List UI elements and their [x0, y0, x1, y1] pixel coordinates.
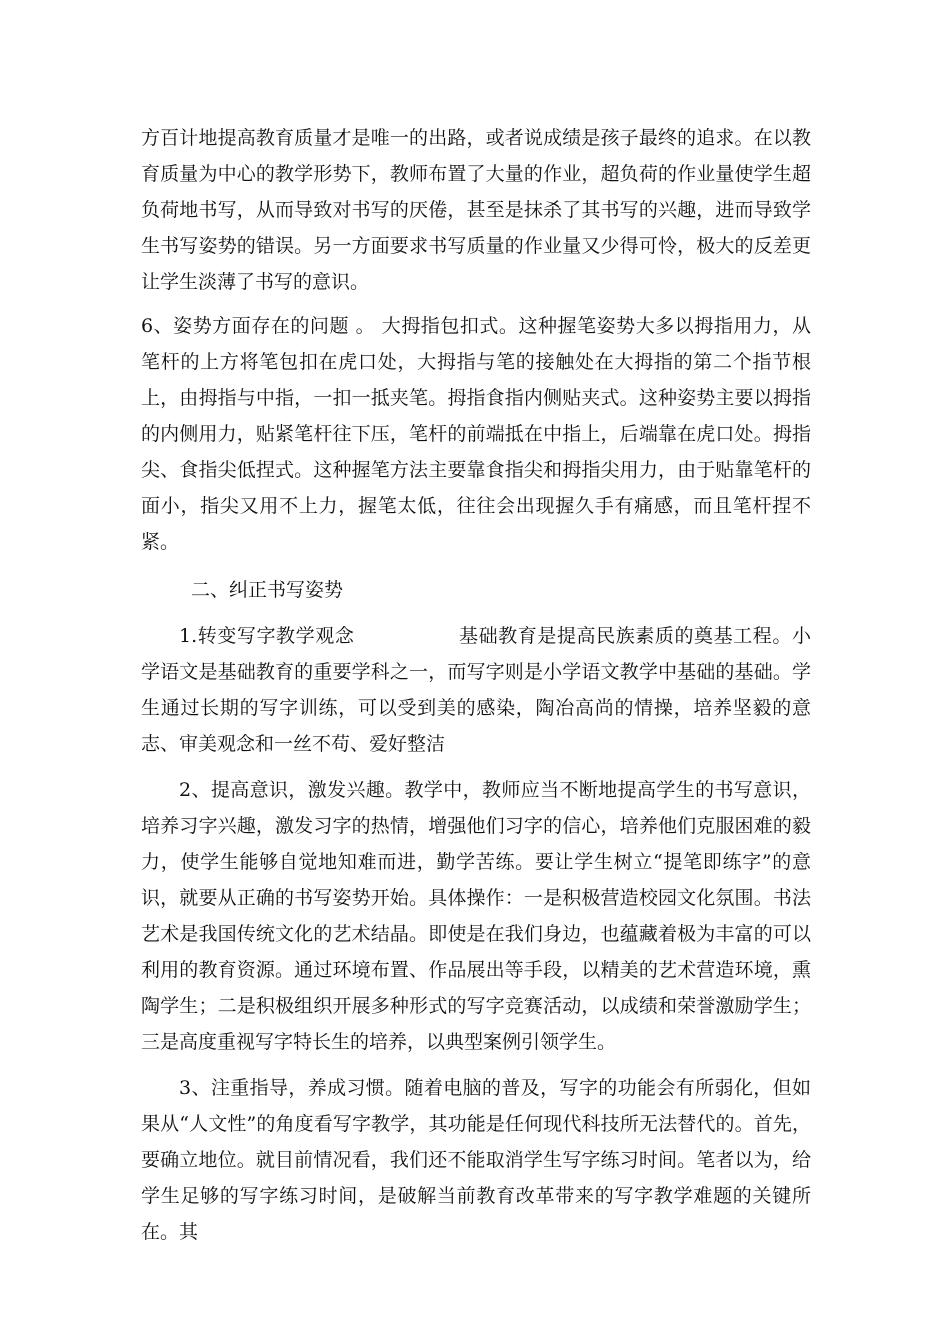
- paragraph-4: 2、提高意识，激发兴趣。教学中，教师应当不断地提高学生的书写意识，培养习字兴趣，激发习字的热情，增强他们习字的信心，培养他们克服困难的毅力，使学生能够自觉地知难而进，勤学苦练。要让学生树立“提笔即练字”的意识，就要从正确的书写姿势开始。具体操作：一是积极营造校园文化氛围。书法艺术是我国传统文化的艺术结晶。即使是在我们身边，也蕴藏着极为丰富的可以利用的教育资源。通过环境布置、作品展出等手段，以精美的艺术营造环境，熏陶学生；二是积极组织开展多种形式的写字竞赛活动，以成绩和荣誉激励学生；三是高度重视写字特长生的培养，以典型案例引领学生。: [141, 779, 811, 1053]
- paragraph-5: 3、注重指导，养成习惯。随着电脑的普及，写字的功能会有所弱化，但如果从“人文性”的角度看写字教学，其功能是任何现代科技所无法替代的。首先，要确立地位。就目前情况看，我们还不能取消学生写字练习时间。笔者以为，给学生足够的写字练习时间，是破解当前教育改革带来的写字教学难题的关键所在。其: [141, 1077, 811, 1243]
- paragraph-2: 6、姿势方面存在的问题 。 大拇指包扣式。这种握笔姿势大多以拇指用力，从笔杆的上方将笔包扣在虎口处，大拇指与笔的接触处在大拇指的第二个指节根上，由拇指与中指，一扣一抵夹笔。拇指食指内侧贴夹式。这种姿势主要以拇指的内侧用力，贴紧笔杆往下压，笔杆的前端抵在中指上，后端靠在虎口处。拇指尖、食指尖低捏式。这种握笔方法主要靠食指尖和拇指尖用力，由于贴靠笔杆的面小，指尖又用不上力，握笔太低，往往会出现握久手有痛感，而且笔杆捏不紧。: [141, 315, 811, 553]
- document-body: [141, 120, 811, 1250]
- paragraph-3-body: 基础教育是提高民族素质的奠基工程。小学语文是基础教育的重要学科之一，而写字则是小学语文教学中基础的基础。学生通过长期的写字训练，可以受到美的感染，陶冶高尚的情操，培养坚毅的意志、审美观念和一丝不苟、爱好整洁: [141, 625, 811, 755]
- paragraph-3-lead: 1.转变写字教学观念: [179, 625, 355, 647]
- paragraph-1: 方百计地提高教育质量才是唯一的出路，或者说成绩是孩子最终的追求。在以教育质量为中心的教学形势下，教师布置了大量的作业，超负荷的作业量使学生超负荷地书写，从而导致对书写的厌倦，甚至是抹杀了其书写的兴趣，进而导致学生书写姿势的错误。另一方面要求书写质量的作业量又少得可怜，极大的反差更让学生淡薄了书写的意识。: [141, 127, 811, 293]
- paragraph-3: [141, 618, 811, 762]
- section-heading: 二、纠正书写姿势: [191, 579, 344, 601]
